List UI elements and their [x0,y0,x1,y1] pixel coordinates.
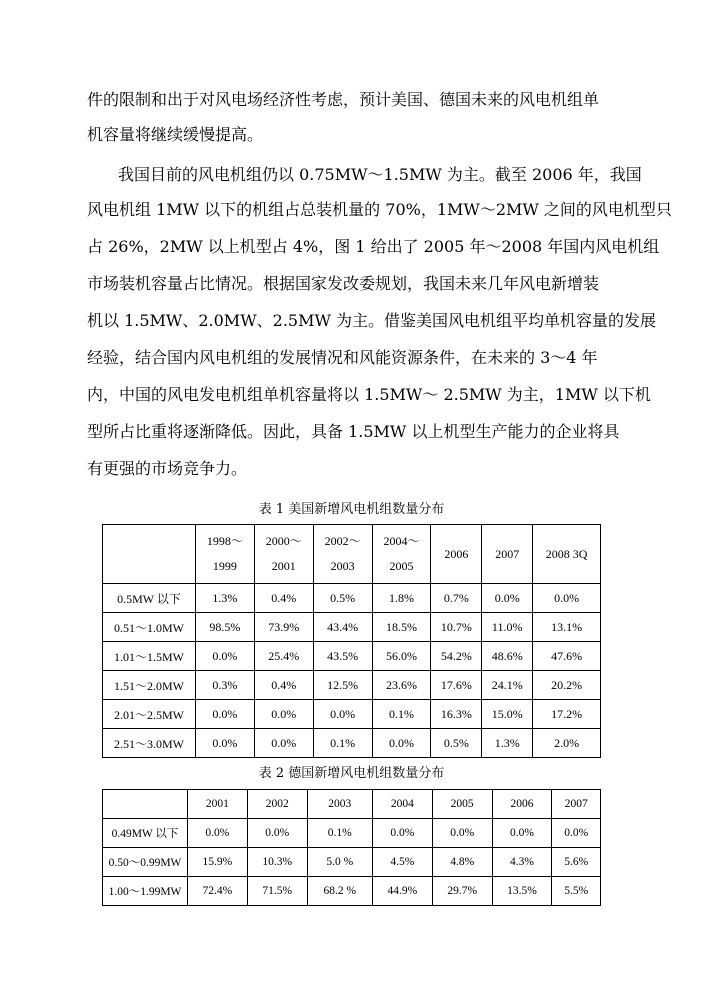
table-cell: 0.7% [431,584,482,613]
table-germany-distribution [102,789,601,906]
text-line: 件的限制和出于对风电场经济性考虑，预计美国、德国未来的风电机组单 [87,90,600,109]
table-cell: 15.9% [188,848,248,877]
table-cell: 0.1% [307,819,372,848]
table-cell: 15.0% [482,700,533,729]
table-cell: 29.7% [432,877,492,906]
table-cell: 24.1% [482,671,533,700]
table-cell: 98.5% [196,613,255,642]
table-cell: 43.5% [313,642,372,671]
table-header-cell: 2001 [188,790,248,819]
table-cell: 10.7% [431,613,482,642]
table-cell: 0.0% [196,700,255,729]
text-line: 有更强的市场竞争力。 [87,459,248,478]
row-label: 0.5MW 以下 [103,584,196,613]
table1-caption: 表 1 美国新增风电机组数量分布 [258,502,445,517]
row-label: 1.01～1.5MW [103,642,196,671]
table-header-cell: 2004 [372,790,432,819]
table-corner-cell [103,525,196,584]
table-cell: 0.0% [482,584,533,613]
table-cell: 56.0% [372,642,431,671]
table-cell: 0.0% [247,819,307,848]
table-cell: 0.0% [372,819,432,848]
table-header-cell: 2005 [432,790,492,819]
text-line: 经验，结合国内风电机组的发展情况和风能资源条件，在未来的 3～4 年 [87,348,598,367]
table-header-cell: 2006 [431,525,482,584]
table-cell: 5.5% [552,877,601,906]
table-cell: 11.0% [482,613,533,642]
table-cell: 0.0% [313,700,372,729]
table-row [103,584,601,613]
table-cell: 1.8% [372,584,431,613]
table-cell: 72.4% [188,877,248,906]
table-row [103,671,601,700]
text-line: 市场装机容量占比情况。根据国家发改委规划，我国未来几年风电新增装 [87,274,600,293]
table-cell: 73.9% [254,613,313,642]
table-row [103,729,601,758]
table-cell: 5.6% [552,848,601,877]
table-cell: 23.6% [372,671,431,700]
table-cell: 0.0% [533,584,601,613]
table-cell: 0.1% [372,700,431,729]
table-row [103,877,601,906]
table-header-cell: 2008 3Q [533,525,601,584]
table-header-cell: 2000～ 2001 [254,525,313,584]
table-header-cell: 2003 [307,790,372,819]
row-label: 1.51～2.0MW [103,671,196,700]
text-line: 机以 1.5MW、2.0MW、2.5MW 为主。借鉴美国风电机组平均单机容量的发展 [87,311,656,330]
table-cell: 0.0% [432,819,492,848]
table-corner-cell [103,790,188,819]
table-cell: 13.5% [492,877,552,906]
table-cell: 1.3% [482,729,533,758]
table-cell: 20.2% [533,671,601,700]
table-cell: 0.0% [492,819,552,848]
text-line: 我国目前的风电机组仍以 0.75MW～1.5MW 为主。截至 2006 年，我国 [118,165,642,184]
table-header-cell: 2006 [492,790,552,819]
table-row [103,848,601,877]
table-cell: 5.0 % [307,848,372,877]
table-cell: 16.3% [431,700,482,729]
text-line: 机容量将继续缓慢提高。 [87,125,264,144]
table-cell: 54.2% [431,642,482,671]
table-cell: 17.2% [533,700,601,729]
row-label: 0.49MW 以下 [103,819,188,848]
row-label: 0.51～1.0MW [103,613,196,642]
table-cell: 0.3% [196,671,255,700]
table-cell: 0.5% [313,584,372,613]
table2-caption: 表 2 德国新增风电机组数量分布 [258,766,445,781]
table-cell: 0.0% [552,819,601,848]
table-row [103,642,601,671]
table-cell: 1.3% [196,584,255,613]
row-label: 0.50～0.99MW [103,848,188,877]
table-cell: 25.4% [254,642,313,671]
text-line: 风电机组 1MW 以下的机组占总装机量的 70%，1MW～2MW 之间的风电机型只 [87,200,672,219]
table-cell: 44.9% [372,877,432,906]
table-header-cell: 2007 [552,790,601,819]
table-us-distribution [102,524,601,758]
table-header-cell: 2002～ 2003 [313,525,372,584]
table-cell: 0.1% [313,729,372,758]
table-cell: 0.0% [196,642,255,671]
table-cell: 0.4% [254,584,313,613]
table-cell: 71.5% [247,877,307,906]
table-cell: 0.5% [431,729,482,758]
table-cell: 68.2 % [307,877,372,906]
table-cell: 0.0% [188,819,248,848]
table-cell: 0.0% [196,729,255,758]
table-cell: 4.5% [372,848,432,877]
table-cell: 17.6% [431,671,482,700]
table-row [103,700,601,729]
table-cell: 2.0% [533,729,601,758]
table-header-row [103,790,601,819]
table-cell: 0.0% [372,729,431,758]
table-cell: 43.4% [313,613,372,642]
row-label: 1.00～1.99MW [103,877,188,906]
table-row [103,819,601,848]
text-line: 内，中国的风电发电机组单机容量将以 1.5MW～ 2.5MW 为主，1MW 以下机 [87,385,651,404]
table-cell: 48.6% [482,642,533,671]
table-cell: 0.4% [254,671,313,700]
table-cell: 18.5% [372,613,431,642]
text-line: 占 26%，2MW 以上机型占 4%，图 1 给出了 2005 年～2008 年国内风电机组 [87,237,660,256]
table-cell: 10.3% [247,848,307,877]
table-row [103,613,601,642]
table-cell: 0.0% [254,700,313,729]
table-header-cell: 2007 [482,525,533,584]
row-label: 2.51～3.0MW [103,729,196,758]
table-cell: 13.1% [533,613,601,642]
table-header-cell: 1998～ 1999 [196,525,255,584]
row-label: 2.01～2.5MW [103,700,196,729]
text-line: 型所占比重将逐渐降低。因此，具备 1.5MW 以上机型生产能力的企业将具 [87,422,620,441]
table-cell: 12.5% [313,671,372,700]
table-header-cell: 2004～ 2005 [372,525,431,584]
table-cell: 47.6% [533,642,601,671]
table-cell: 4.3% [492,848,552,877]
table-header-cell: 2002 [247,790,307,819]
table-cell: 0.0% [254,729,313,758]
table-header-row [103,525,601,584]
table-cell: 4.8% [432,848,492,877]
